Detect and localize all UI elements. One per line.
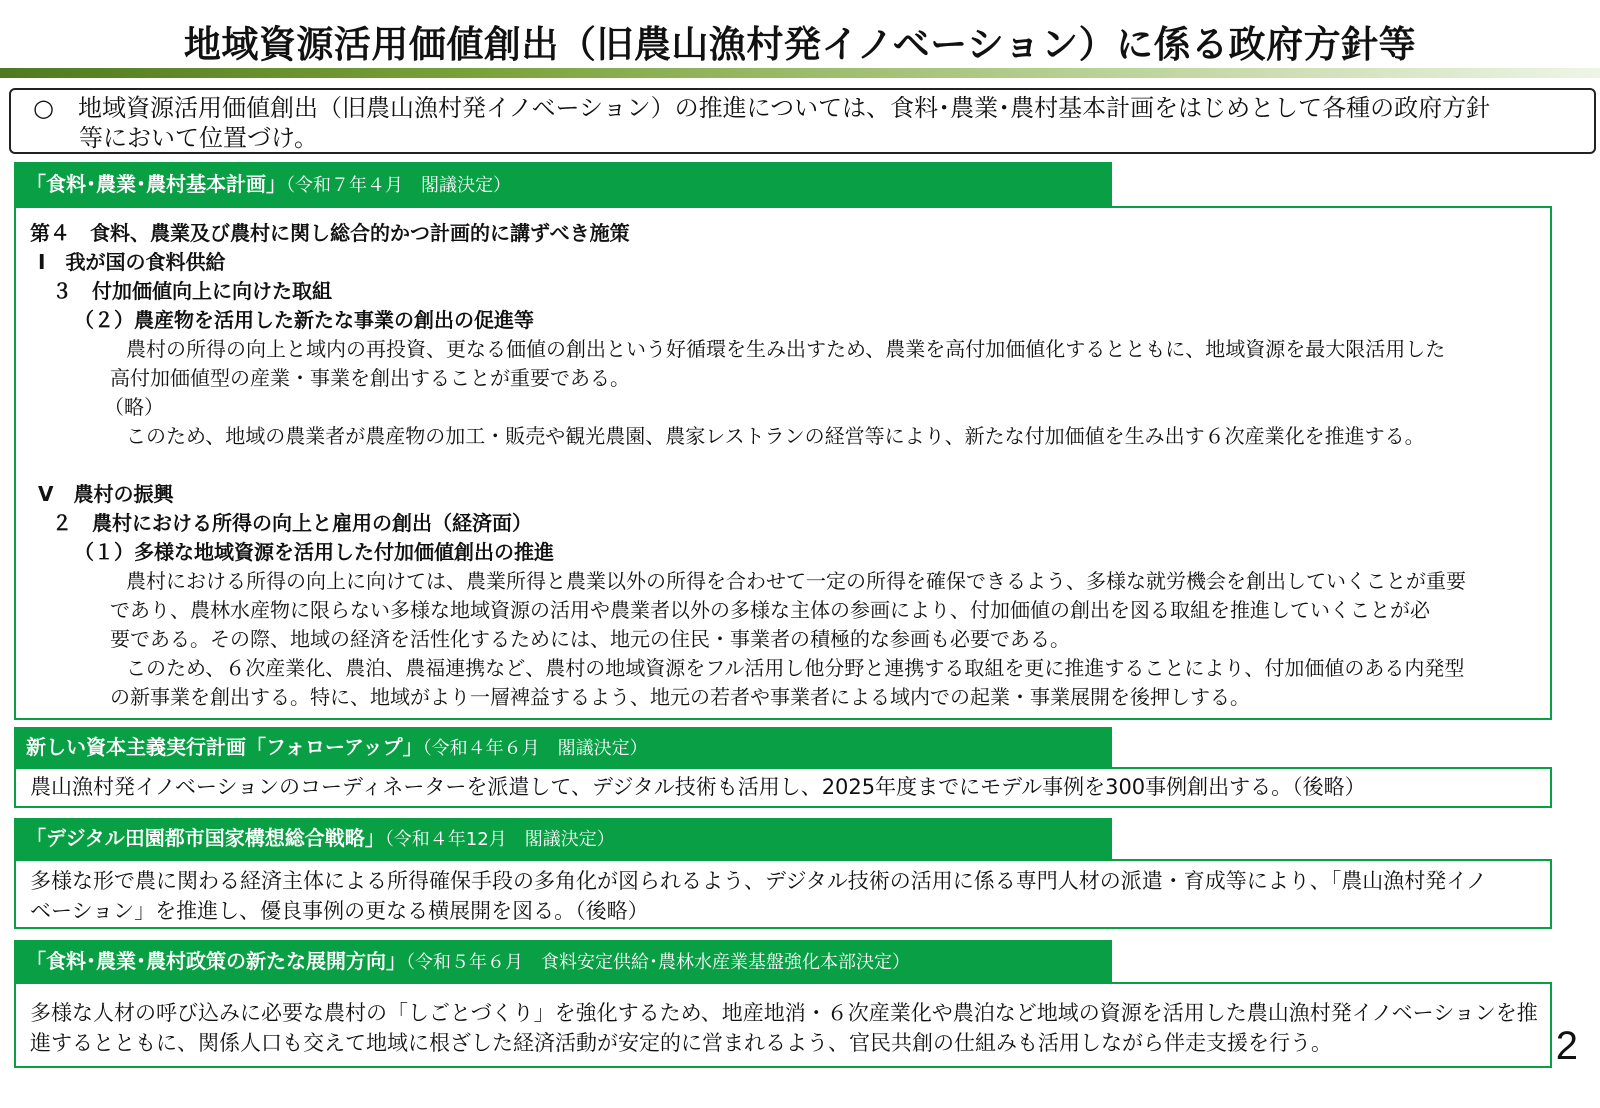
body-text: であり、農林水産物に限らない多様な地域資源の活用や農業者以外の多様な主体の参画により、付加価値の創出を図る取組を推進していくことが必 — [110, 598, 1430, 622]
section-body-new-directions — [14, 982, 1552, 1068]
section-date: （令和５年６月 食料安定供給･農林水産業基盤強化本部決定） — [406, 952, 910, 973]
body-text: の新事業を創出する。特に、地域がより一層裨益するよう、地元の若者や事業者による域内での起業・事業展開を後押しする。 — [110, 685, 1250, 709]
page-title: 地域資源活用価値創出（旧農山漁村発イノベーション）に係る政府方針等 — [183, 23, 1417, 66]
section-body-new-capitalism — [14, 767, 1552, 808]
section-header-new-capitalism — [14, 727, 1112, 767]
section-header-new-directions — [14, 940, 1112, 982]
body-text: 農村における所得の向上に向けては、農業所得と農業以外の所得を合わせて一定の所得を確保できるよう、多様な就労機会を創出していくことが重要 — [126, 569, 1466, 593]
section-date: （令和７年４月 閣議決定） — [286, 175, 511, 196]
section-name: 新しい資本主義実行計画「フォローアップ」 — [26, 735, 423, 759]
spacer — [30, 451, 1550, 480]
summary-box — [9, 88, 1596, 154]
chapter-heading: 第４ 食料、農業及び農村に関し総合的かつ計画的に講ずべき施策 — [30, 221, 630, 245]
body-text: このため、６次産業化、農泊、農福連携など、農村の地域資源をフル活用し他分野と連携する取組を更に推進することにより、付加価値のある内発型 — [126, 656, 1465, 680]
body-text: ベーション」を推進し、優良事例の更なる横展開を図る。（後略） — [30, 899, 649, 923]
subitem-heading: （１）多様な地域資源を活用した付加価値創出の推進 — [74, 540, 554, 564]
section-date: （令和４年12月 閣議決定） — [384, 829, 615, 850]
subitem-heading: （２）農産物を活用した新たな事業の創出の促進等 — [74, 308, 534, 332]
item-heading: ３ 付加価値向上に向けた取組 — [52, 279, 332, 303]
body-text: 農村の所得の向上と域内の再投資、更なる価値の創出という好循環を生み出すため、農業を高付加価値化するとともに、地域資源を最大限活用した — [126, 337, 1446, 361]
body-text: 多様な形で農に関わる経済主体による所得確保手段の多角化が図られるよう、デジタル技術の活用に係る専門人材の派遣・育成等により、「農山漁村発イノ — [30, 869, 1487, 893]
body-text-omitted: （略） — [104, 395, 164, 419]
body-text: 高付加価値型の産業・事業を創出することが重要である。 — [110, 366, 630, 390]
section-name: 「食料･農業･農村基本計画」 — [26, 172, 286, 196]
summary-line: 等において位置づけ。 — [79, 124, 319, 152]
item-heading: ２ 農村における所得の向上と雇用の創出（経済面） — [52, 511, 532, 535]
section-body-basic-plan — [14, 206, 1552, 720]
section-header-basic-plan — [14, 162, 1112, 206]
body-text: このため、地域の農業者が農産物の加工・販売や観光農園、農家レストランの経営等により、新たな付加価値を生み出す６次産業化を推進する。 — [126, 424, 1425, 448]
page-number: 2 — [1555, 1024, 1578, 1068]
part-heading: Ⅰ 我が国の食料供給 — [38, 250, 226, 274]
section-header-digital-garden-city — [14, 818, 1112, 859]
title-underline — [0, 68, 1600, 78]
summary-line: ○ 地域資源活用価値創出（旧農山漁村発イノベーション）の推進については、食料･農業･農村基本計画をはじめとして各種の政府方針 — [33, 94, 1491, 122]
section-name: 「食料･農業･農村政策の新たな展開方向」 — [26, 949, 406, 973]
section-date: （令和４年６月 閣議決定） — [422, 738, 648, 759]
body-text: 農山漁村発イノベーションのコーディネーターを派遣して、デジタル技術も活用し、2025年度までにモデル事例を300事例創出する。（後略） — [30, 775, 1366, 799]
section-name: 「デジタル田園都市国家構想総合戦略」 — [26, 826, 385, 850]
part-heading: Ⅴ 農村の振興 — [38, 482, 174, 506]
body-text: 多様な人材の呼び込みに必要な農村の「しごとづくり」を強化するため、地産地消・６次産業化や農泊など地域の資源を活用した農山漁村発イノベーションを推 — [30, 1001, 1538, 1025]
body-text: 進するとともに、関係人口も交えて地域に根ざした経済活動が安定的に営まれるよう、官民共創の仕組みも活用しながら伴走支援を行う。 — [30, 1031, 1332, 1055]
section-body-digital-garden-city — [14, 859, 1552, 929]
body-text: 要である。その際、地域の経済を活性化するためには、地元の住民・事業者の積極的な参画も必要である。 — [110, 627, 1070, 651]
